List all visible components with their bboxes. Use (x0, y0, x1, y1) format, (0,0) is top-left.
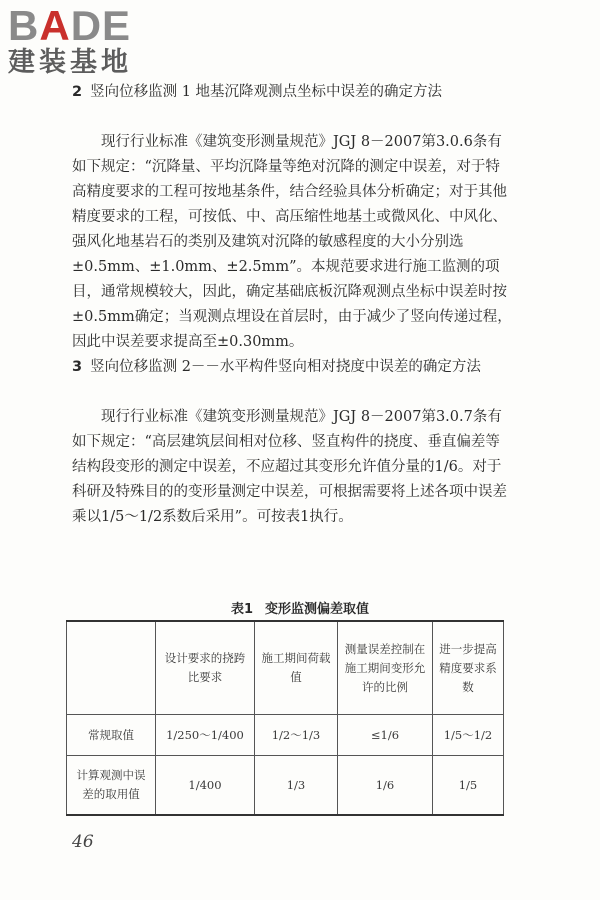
section-3-number: 3 (72, 359, 83, 375)
table-caption-number: 表1 (230, 602, 254, 617)
table-cell: 1/5～1/2 (433, 715, 504, 756)
section-2-number: 2 (72, 84, 83, 100)
table-cell: 1/400 (156, 756, 255, 816)
logo-letter-b: B (8, 2, 40, 49)
section-2-heading (72, 80, 512, 105)
table-row (67, 715, 504, 756)
logo-wordmark (8, 4, 132, 48)
table-row (67, 756, 504, 816)
bade-logo (8, 4, 132, 78)
logo-chinese-text: 建装基地 (8, 47, 132, 78)
table-header-cell: 测量误差控制在施工期间变形允许的比例 (338, 621, 433, 715)
section-3-body: 现行行业标准《建筑变形测量规范》JGJ 8－2007第3.0.7条有如下规定：“高层建筑层间相对位移、竖直构件的挠度、垂直偏差等结构段变形的测定中误差，不应超过其变形允许值分量的1/6。对于科研及特殊目的的变形量测定中误差，可根据需要将上述各项中误差乘以1/5～1/2系数后采用”。可按表1执行。 (72, 409, 507, 525)
table-header-row (67, 621, 504, 715)
table-cell: 常规取值 (67, 715, 156, 756)
table-cell: ≤1/6 (338, 715, 433, 756)
table-cell: 1/2～1/3 (255, 715, 338, 756)
deformation-monitoring-table (66, 620, 504, 816)
table-caption (0, 598, 600, 617)
table-header-cell: 进一步提高精度要求系数 (433, 621, 504, 715)
section-2-title: 竖向位移监测 1 地基沉降观测点坐标中误差的确定方法 (90, 84, 443, 100)
page-number: 46 (72, 832, 94, 852)
section-3-heading (72, 355, 512, 380)
section-2-body: 现行行业标准《建筑变形测量规范》JGJ 8－2007第3.0.6条有如下规定：“沉降量、平均沉降量等绝对沉降的测定中误差，对于特高精度要求的工程可按地基条件，结合经验具体分析确定；对于其他精度要求的工程，可按低、中、高压缩性地基土或微风化、中风化、强风化地基岩石的类别及建筑对沉降的敏感程度的大小分别选±0.5mm、±1.0mm、±2.5mm”。本规范要求进行施工监测的项目，通常规模较大，因此，确定基础底板沉降观测点坐标中误差时按±0.5mm确定；当观测点埋设在首层时，由于减少了竖向传递过程，因此中误差要求提高至±0.30mm。 (72, 134, 512, 350)
logo-letter-a: A (39, 2, 71, 49)
table-caption-title: 变形监测偏差取值 (265, 602, 370, 617)
table-cell: 1/250～1/400 (156, 715, 255, 756)
logo-letters-de: DE (70, 2, 132, 49)
table-cell: 1/3 (255, 756, 338, 816)
section-3-title: 竖向位移监测 2－－水平构件竖向相对挠度中误差的确定方法 (90, 359, 481, 375)
table-cell: 1/5 (433, 756, 504, 816)
table-header-cell (67, 621, 156, 715)
table-cell: 1/6 (338, 756, 433, 816)
table-header-cell: 施工期间荷载值 (255, 621, 338, 715)
table-cell: 计算观测中误差的取用值 (67, 756, 156, 816)
table-header-cell: 设计要求的挠跨比要求 (156, 621, 255, 715)
